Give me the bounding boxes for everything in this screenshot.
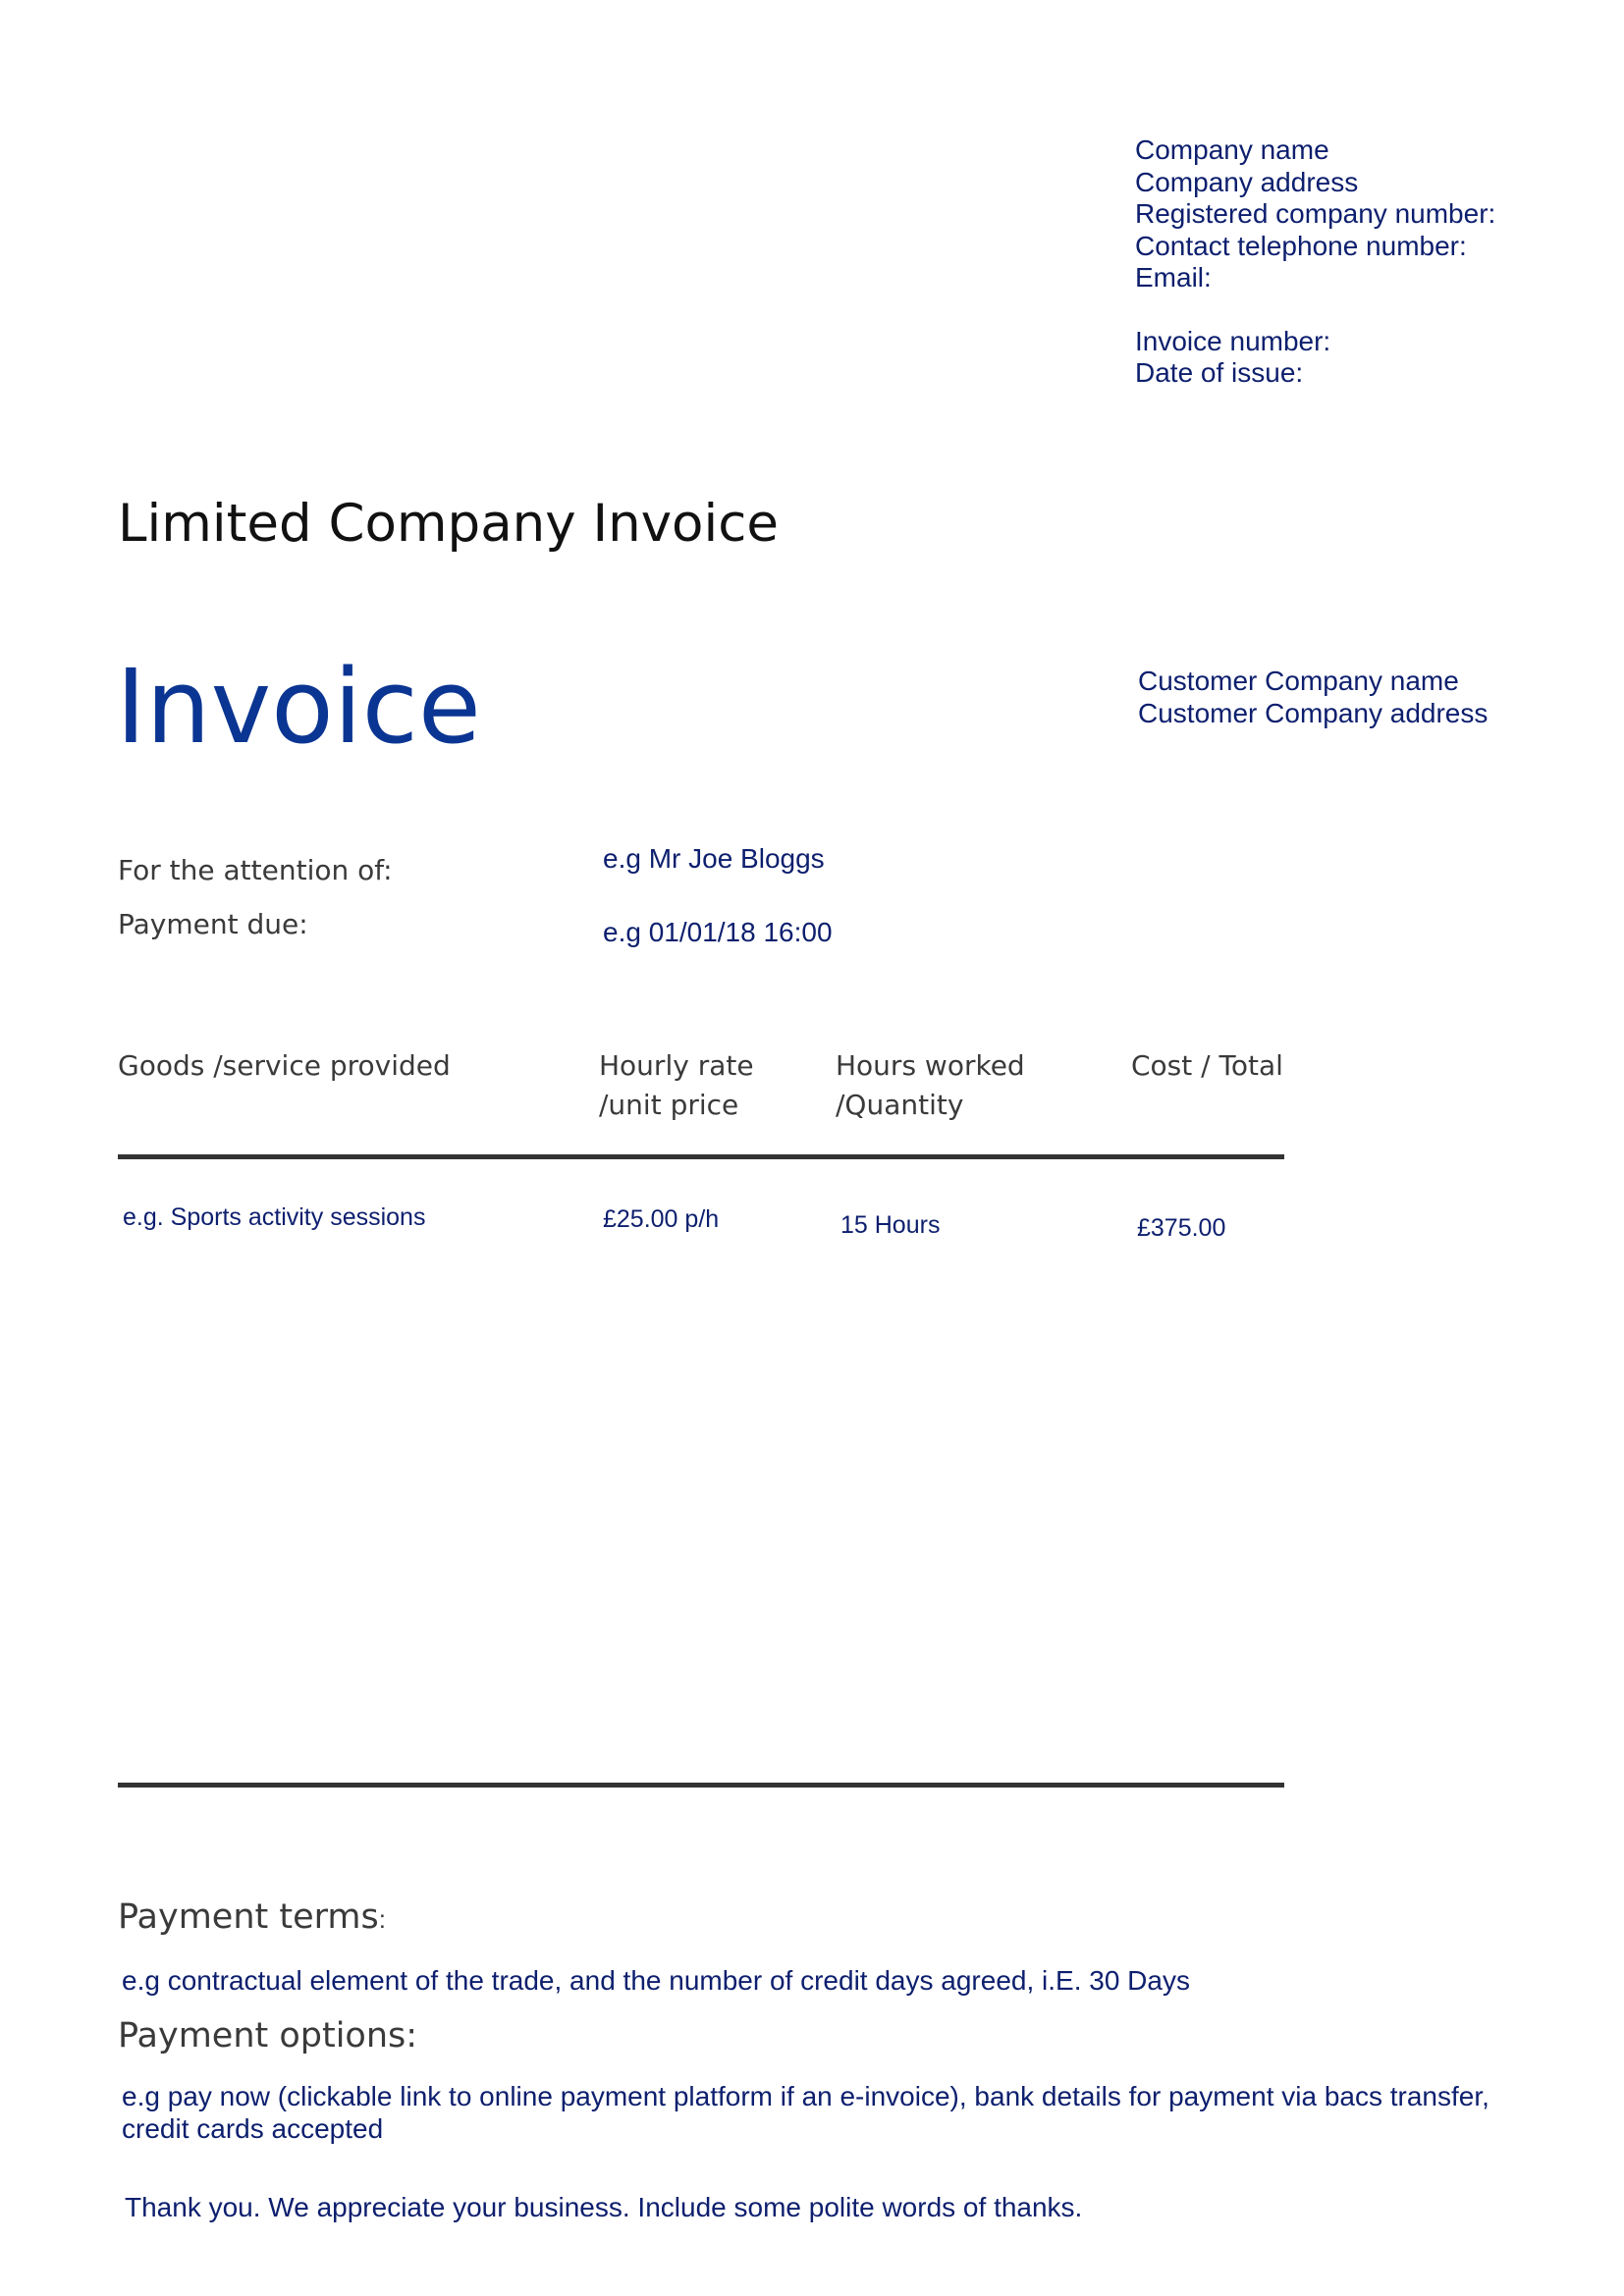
spacer bbox=[1135, 294, 1495, 326]
header-goods-service-line: Goods /service provided bbox=[118, 1049, 451, 1082]
company-details bbox=[1135, 134, 1495, 390]
attention-value: e.g Mr Joe Bloggs bbox=[603, 843, 825, 874]
contact-telephone-number: Contact telephone number: bbox=[1135, 230, 1467, 261]
payment-options-text: e.g pay now (clickable link to online payment platform if an e-invoice), bank details for payment via bacs transfer, credit cards accepted bbox=[122, 2081, 1489, 2144]
date-of-issue: Date of issue: bbox=[1135, 357, 1304, 388]
header-cost-total bbox=[1131, 1046, 1283, 1086]
payment-terms-heading-text: Payment terms bbox=[118, 1897, 379, 1937]
header-hours-worked-line-1: Hours worked bbox=[836, 1049, 1025, 1082]
payment-terms-text: e.g contractual element of the trade, and the number of credit days agreed, i.E. 30 Days bbox=[122, 1965, 1190, 1996]
payment-due-value: e.g 01/01/18 16:00 bbox=[603, 917, 833, 947]
customer-details bbox=[1138, 666, 1488, 729]
customer-company-name: Customer Company name bbox=[1138, 666, 1459, 696]
row-total: £375.00 bbox=[1137, 1214, 1226, 1242]
table-top-rule bbox=[118, 1154, 1284, 1159]
table-bottom-rule bbox=[118, 1783, 1284, 1788]
row-item: e.g. Sports activity sessions bbox=[123, 1203, 426, 1231]
header-cost-total-line: Cost / Total bbox=[1131, 1049, 1283, 1082]
company-name: Company name bbox=[1135, 134, 1329, 165]
payment-options-heading: Payment options: bbox=[118, 2016, 418, 2056]
attention-label: For the attention of: bbox=[118, 854, 393, 886]
company-address: Company address bbox=[1135, 166, 1359, 197]
payment-terms-heading bbox=[118, 1896, 386, 1941]
payment-due-label: Payment due: bbox=[118, 908, 308, 940]
header-hours-worked bbox=[836, 1046, 1025, 1125]
header-hourly-rate-line-1: Hourly rate bbox=[599, 1049, 754, 1082]
invoice-number: Invoice number: bbox=[1135, 325, 1331, 356]
closing-thanks: Thank you. We appreciate your business. Include some polite words of thanks. bbox=[125, 2192, 1083, 2222]
document-title: Limited Company Invoice bbox=[118, 494, 779, 554]
registered-company-number: Registered company number: bbox=[1135, 198, 1496, 229]
customer-company-address: Customer Company address bbox=[1138, 697, 1489, 728]
invoice-heading: Invoice bbox=[116, 647, 481, 767]
header-hours-worked-line-2: /Quantity bbox=[836, 1089, 964, 1121]
row-rate: £25.00 p/h bbox=[603, 1205, 720, 1233]
payment-terms-heading-colon: : bbox=[378, 1904, 386, 1934]
company-email: Email: bbox=[1135, 262, 1212, 293]
header-goods-service bbox=[118, 1046, 451, 1086]
header-hourly-rate bbox=[599, 1046, 754, 1125]
header-hourly-rate-line-2: /unit price bbox=[599, 1089, 739, 1121]
row-quantity: 15 Hours bbox=[840, 1211, 941, 1239]
